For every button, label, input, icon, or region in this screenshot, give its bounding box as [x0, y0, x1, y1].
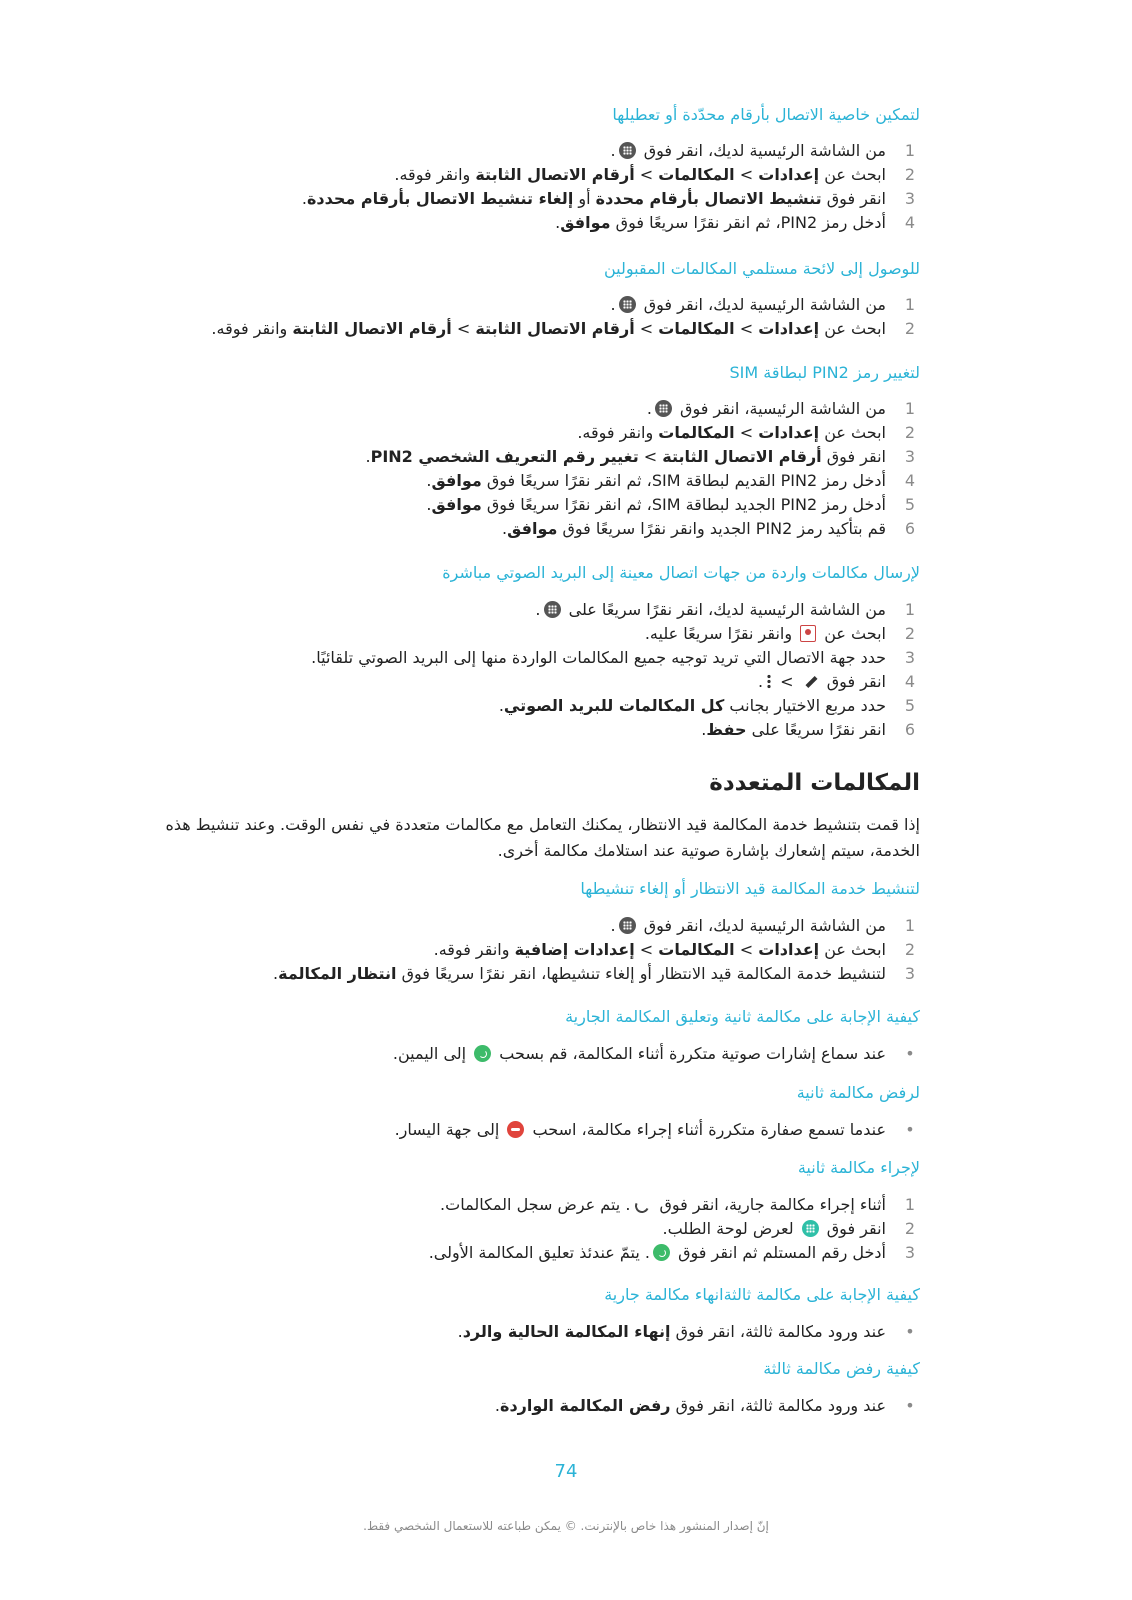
step-text: لتنشيط خدمة المكالمة قيد الانتظار أو إلغاء تنشيطها، انقر نقرًا سريعًا فوق انتظار المكالمة. — [273, 964, 886, 983]
step-text: انقر فوق أرقام الاتصال الثابتة > تغيير رقم التعريف الشخصي PIN2. — [365, 447, 886, 466]
step-text: أدخل رمز PIN2، ثم انقر نقرًا سريعًا فوق موافق. — [555, 213, 886, 232]
step-text: انقر فوق لعرض لوحة الطلب. — [662, 1219, 886, 1238]
ui-term: رفض المكالمة الواردة — [500, 1396, 671, 1415]
bullet-marker: • — [905, 1396, 915, 1415]
step-text: ابحث عن إعدادات > المكالمات > أرقام الاتصال الثابتة وانقر فوقه. — [394, 165, 886, 184]
step — [150, 397, 920, 421]
step-text: حدد جهة الاتصال التي تريد توجيه جميع المكالمات الواردة منها إلى البريد الصوتي تلقائيًا. — [311, 648, 886, 667]
step-text: عند ورود مكالمة ثالثة، انقر فوق رفض المكالمة الواردة. — [494, 1396, 886, 1415]
step-number: 2 — [904, 165, 916, 184]
section-title: لتمكين خاصية الاتصال بأرقام محدّدة أو تعطيلها — [612, 105, 920, 124]
bullet-item — [150, 1042, 920, 1066]
ui-term: المكالمات — [658, 940, 735, 959]
step-number: 2 — [904, 423, 916, 442]
step-number: 3 — [904, 648, 916, 667]
step-text: عندما تسمع صفارة متكررة أثناء إجراء مكالمة، اسحب إلى جهة اليسار. — [394, 1120, 886, 1139]
step-number: 5 — [904, 495, 916, 514]
ui-term: موافق — [507, 519, 558, 538]
step-number: 1 — [904, 916, 916, 935]
ui-term: إعدادات — [758, 423, 820, 442]
bullet-marker: • — [905, 1044, 915, 1063]
step — [150, 163, 920, 187]
step — [150, 139, 920, 163]
step-number: 2 — [904, 940, 916, 959]
ui-term: إعدادات إضافية — [514, 940, 635, 959]
section-title: للوصول إلى لائحة مستلمي المكالمات المقبولين — [603, 259, 920, 278]
step-number: 3 — [904, 964, 916, 983]
step — [150, 187, 920, 211]
reject-call-icon — [507, 1121, 524, 1138]
step — [150, 622, 920, 646]
ui-term: إلغاء تنشيط الاتصال بأرقام محددة — [306, 189, 574, 208]
step-text: قم بتأكيد رمز PIN2 الجديد وانقر نقرًا سريعًا فوق موافق. — [501, 519, 886, 538]
step-text: من الشاشة الرئيسية لديك، انقر نقرًا سريعًا على . — [535, 600, 886, 619]
step-number: 3 — [904, 447, 916, 466]
step-number: 2 — [904, 1219, 916, 1238]
contacts-icon — [800, 625, 816, 642]
ui-term: حفظ — [706, 720, 747, 739]
step-number: 2 — [904, 319, 916, 338]
ui-term: المكالمات — [658, 319, 735, 338]
step-text: ابحث عن إعدادات > المكالمات > أرقام الاتصال الثابتة > أرقام الاتصال الثابتة وانقر فوقه. — [211, 319, 886, 338]
step-number: 3 — [904, 1243, 916, 1262]
step-number: 6 — [904, 720, 916, 739]
section-title: كيفية الإجابة على مكالمة ثالثةانهاء مكالمة جارية — [604, 1285, 920, 1304]
step — [150, 1193, 920, 1217]
step — [150, 421, 920, 445]
intro-paragraph: إذا قمت بتنشيط خدمة المكالمة قيد الانتظار، يمكنك التعامل مع مكالمات متعددة في نفس الوقت. وعند تنشيط هذه الخدمة، سيتم إشعارك بإشارة صوتية عند استلامك مكالمة أخرى. — [165, 815, 920, 860]
step-number: 5 — [904, 696, 916, 715]
step-text: من الشاشة الرئيسية لديك، انقر فوق . — [610, 295, 886, 314]
step-number: 1 — [904, 295, 916, 314]
step-number: 1 — [904, 141, 916, 160]
bullet-item — [150, 1394, 920, 1418]
step — [150, 469, 920, 493]
step-text: من الشاشة الرئيسية، انقر فوق . — [646, 399, 886, 418]
section-title: لإجراء مكالمة ثانية — [797, 1158, 920, 1177]
step — [150, 670, 920, 694]
footer-note: إنّ إصدار المنشور هذا خاص بالإنترنت. © يمكن طباعته للاستعمال الشخصي فقط. — [363, 1519, 769, 1533]
bullet-marker: • — [905, 1322, 915, 1341]
step-number: 1 — [904, 399, 916, 418]
step-text: حدد مربع الاختيار بجانب كل المكالمات للبريد الصوتي. — [498, 696, 886, 715]
section-heading: المكالمات المتعددة — [709, 770, 920, 796]
bullet-item — [150, 1320, 920, 1344]
apps-grid-icon — [655, 400, 672, 417]
ui-term: إعدادات — [758, 165, 820, 184]
step-text: من الشاشة الرئيسية لديك، انقر فوق . — [610, 916, 886, 935]
step-text: ابحث عن وانقر نقرًا سريعًا عليه. — [644, 624, 886, 643]
page-number: 74 — [554, 1461, 578, 1482]
ui-term: انتظار المكالمة — [278, 964, 397, 983]
ui-term: أرقام الاتصال الثابتة — [475, 319, 635, 338]
step-text: أدخل رمز PIN2 الجديد لبطاقة SIM، ثم انقر نقرًا سريعًا فوق موافق. — [426, 495, 886, 514]
step-number: 6 — [904, 519, 916, 538]
ui-term: كل المكالمات للبريد الصوتي — [503, 696, 725, 715]
answer-call-icon — [653, 1244, 670, 1261]
step — [150, 517, 920, 541]
step — [150, 598, 920, 622]
apps-grid-icon — [544, 601, 561, 618]
ui-term: موافق — [431, 471, 482, 490]
step-text: ابحث عن إعدادات > المكالمات وانقر فوقه. — [577, 423, 886, 442]
ui-term: أرقام الاتصال الثابتة — [292, 319, 452, 338]
step — [150, 211, 920, 235]
section-title: كيفية الإجابة على مكالمة ثانية وتعليق المكالمة الجارية — [565, 1007, 920, 1026]
ui-term: أرقام الاتصال الثابتة — [475, 165, 635, 184]
more-options-icon — [766, 673, 772, 690]
step — [150, 445, 920, 469]
add-call-icon — [633, 1196, 651, 1213]
step-number: 3 — [904, 189, 916, 208]
section-title: لتنشيط خدمة المكالمة قيد الانتظار أو إلغاء تنشيطها — [580, 879, 920, 898]
section-title: لرفض مكالمة ثانية — [796, 1083, 920, 1102]
edit-pencil-icon — [802, 673, 819, 690]
ui-term: موافق — [560, 213, 611, 232]
step — [150, 694, 920, 718]
apps-grid-icon — [619, 296, 636, 313]
step — [150, 1241, 920, 1265]
apps-grid-icon — [619, 917, 636, 934]
ui-term: إعدادات — [758, 940, 820, 959]
ui-term: المكالمات — [658, 165, 735, 184]
step — [150, 914, 920, 938]
apps-grid-icon — [619, 142, 636, 159]
step — [150, 938, 920, 962]
section-title: لتغيير رمز PIN2 لبطاقة SIM — [729, 363, 920, 382]
step-text: عند سماع إشارات صوتية متكررة أثناء المكالمة، قم بسحب إلى اليمين. — [392, 1044, 886, 1063]
section-title: لإرسال مكالمات واردة من جهات اتصال معينة إلى البريد الصوتي مباشرة — [442, 563, 920, 582]
ui-term: تنشيط الاتصال بأرقام محددة — [595, 189, 822, 208]
step — [150, 493, 920, 517]
ui-term: إعدادات — [758, 319, 820, 338]
ui-term: المكالمات — [658, 423, 735, 442]
bullet-item — [150, 1118, 920, 1142]
ui-term: موافق — [431, 495, 482, 514]
step-number: 1 — [904, 1195, 916, 1214]
ui-term: تغيير رقم التعريف الشخصي PIN2 — [370, 447, 639, 466]
step-text: من الشاشة الرئيسية لديك، انقر فوق . — [610, 141, 886, 160]
bullet-marker: • — [905, 1120, 915, 1139]
step — [150, 646, 920, 670]
step-number: 4 — [904, 213, 916, 232]
step-number: 2 — [904, 624, 916, 643]
step-number: 1 — [904, 600, 916, 619]
step — [150, 1217, 920, 1241]
ui-term: إنهاء المكالمة الحالية والرد — [462, 1322, 671, 1341]
step-text: انقر نقرًا سريعًا على حفظ. — [701, 720, 886, 739]
step — [150, 317, 920, 341]
step-text: انقر فوق تنشيط الاتصال بأرقام محددة أو إلغاء تنشيط الاتصال بأرقام محددة. — [301, 189, 886, 208]
step-number: 4 — [904, 672, 916, 691]
step-text: ابحث عن إعدادات > المكالمات > إعدادات إضافية وانقر فوقه. — [433, 940, 886, 959]
step-text: أدخل رقم المستلم ثم انقر فوق . يتمّ عندئذ تعليق المكالمة الأولى. — [428, 1243, 886, 1262]
step — [150, 718, 920, 742]
step-text: أثناء إجراء مكالمة جارية، انقر فوق . يتم عرض سجل المكالمات. — [440, 1195, 886, 1214]
step-text: أدخل رمز PIN2 القديم لبطاقة SIM، ثم انقر نقرًا سريعًا فوق موافق. — [426, 471, 886, 490]
step-number: 4 — [904, 471, 916, 490]
section-title: كيفية رفض مكالمة ثالثة — [763, 1359, 920, 1378]
step — [150, 293, 920, 317]
step-text: عند ورود مكالمة ثالثة، انقر فوق إنهاء المكالمة الحالية والرد. — [457, 1322, 886, 1341]
ui-term: أرقام الاتصال الثابتة — [662, 447, 822, 466]
step-text: انقر فوق > . — [758, 672, 886, 691]
step — [150, 962, 920, 986]
answer-call-icon — [474, 1045, 491, 1062]
dialpad-icon — [802, 1220, 819, 1237]
